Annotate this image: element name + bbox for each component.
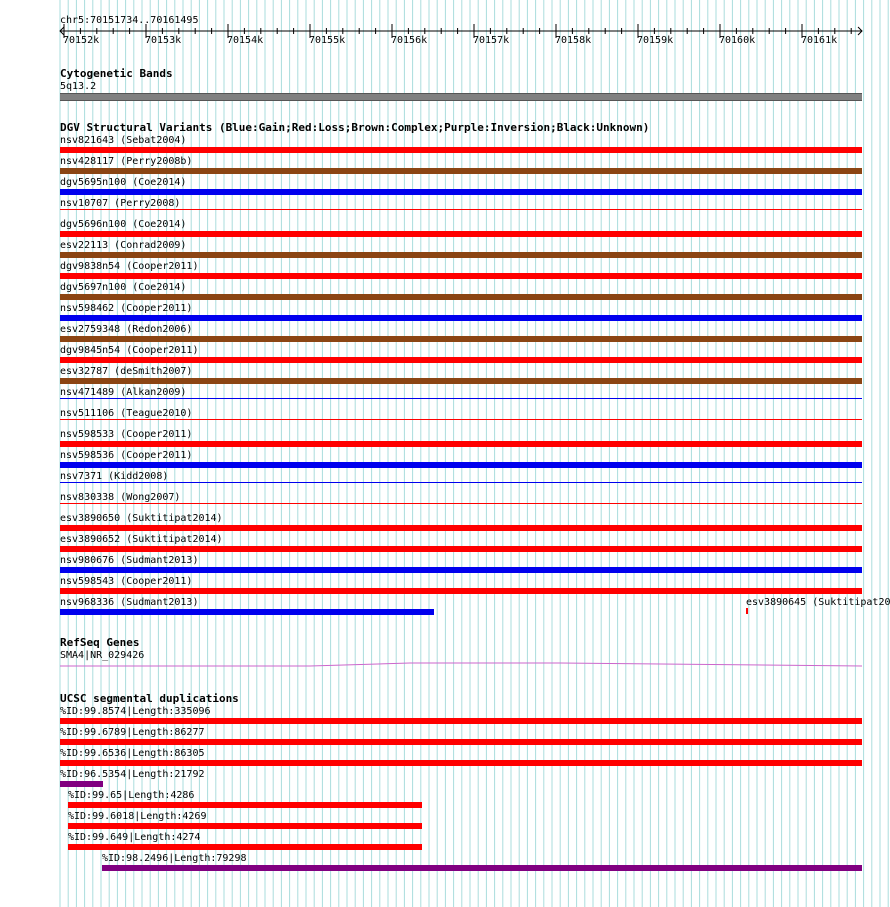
dgv-variant-label: esv32787 (deSmith2007) — [60, 366, 193, 377]
dgv-variant-feature[interactable] — [60, 273, 862, 279]
dgv-variant-label: nsv968336 (Sudmant2013) — [60, 597, 199, 608]
dgv-variant-label: esv3890652 (Suktitipat2014) — [60, 534, 223, 545]
segdup-feature[interactable] — [60, 760, 862, 766]
segdup-feature[interactable] — [68, 823, 422, 829]
dgv-variant-label: esv22113 (Conrad2009) — [60, 240, 187, 251]
dgv-variant-feature[interactable] — [60, 315, 862, 321]
dgv-variant-label: dgv5697n100 (Coe2014) — [60, 282, 187, 293]
ruler-tick-label: 70156k — [391, 35, 428, 46]
segdup-label: %ID:96.5354|Length:21792 — [60, 769, 205, 780]
dgv-variant-feature[interactable] — [60, 588, 862, 594]
dgv-variant-feature[interactable] — [60, 419, 862, 420]
dgv-variant-feature[interactable] — [60, 609, 434, 615]
segdup-feature[interactable] — [68, 844, 422, 850]
dgv-variant-feature[interactable] — [60, 398, 862, 399]
track-title-dgv: DGV Structural Variants (Blue:Gain;Red:Loss;Brown:Complex;Purple:Inversion;Black:Unknown) — [60, 121, 650, 134]
dgv-variant-label: nsv980676 (Sudmant2013) — [60, 555, 199, 566]
refseq-gene-model[interactable] — [60, 660, 862, 670]
ruler-tick-label: 70153k — [145, 35, 182, 46]
dgv-variant-feature[interactable] — [60, 567, 862, 573]
segdup-feature[interactable] — [102, 865, 862, 871]
dgv-variant-label: nsv830338 (Wong2007) — [60, 492, 181, 503]
dgv-variant-feature[interactable] — [60, 147, 862, 153]
dgv-variant-feature[interactable] — [60, 546, 862, 552]
segdup-label: %ID:99.65|Length:4286 — [68, 790, 195, 801]
dgv-variant-feature[interactable] — [746, 608, 748, 614]
dgv-variant-feature[interactable] — [60, 525, 862, 531]
refseq-gene-label: SMA4|NR_029426 — [60, 650, 145, 661]
dgv-variant-label: esv3890645 (Suktitipat20 — [746, 597, 890, 608]
ruler-tick-label: 70155k — [309, 35, 346, 46]
segdup-label: %ID:99.8574|Length:335096 — [60, 706, 211, 717]
dgv-variant-label: nsv511106 (Teague2010) — [60, 408, 193, 419]
track-title-segdup: UCSC segmental duplications — [60, 692, 239, 705]
ruler-tick-label: 70159k — [637, 35, 674, 46]
dgv-variant-feature[interactable] — [60, 441, 862, 447]
dgv-variant-label: nsv10707 (Perry2008) — [60, 198, 181, 209]
ruler-tick-label: 70160k — [719, 35, 756, 46]
dgv-variant-feature[interactable] — [60, 482, 862, 483]
segdup-label: %ID:99.6789|Length:86277 — [60, 727, 205, 738]
ruler-tick-label: 70157k — [473, 35, 510, 46]
segdup-label: %ID:99.6018|Length:4269 — [68, 811, 207, 822]
dgv-variant-label: dgv5695n100 (Coe2014) — [60, 177, 187, 188]
dgv-variant-feature[interactable] — [60, 231, 862, 237]
ruler-tick-label: 70152k — [63, 35, 100, 46]
dgv-variant-label: esv3890650 (Suktitipat2014) — [60, 513, 223, 524]
dgv-variant-feature[interactable] — [60, 336, 862, 342]
dgv-variant-label: nsv598536 (Cooper2011) — [60, 450, 193, 461]
dgv-variant-feature[interactable] — [60, 503, 862, 504]
ruler-location-label: chr5:70151734..70161495 — [60, 15, 199, 26]
dgv-variant-feature[interactable] — [60, 462, 862, 468]
segdup-label: %ID:99.649|Length:4274 — [68, 832, 201, 843]
coordinate-ruler[interactable] — [0, 0, 890, 60]
segdup-label: %ID:99.6536|Length:86305 — [60, 748, 205, 759]
segdup-feature[interactable] — [68, 802, 422, 808]
dgv-variant-feature[interactable] — [60, 378, 862, 384]
dgv-variant-label: esv2759348 (Redon2006) — [60, 324, 193, 335]
dgv-variant-label: nsv598462 (Cooper2011) — [60, 303, 193, 314]
dgv-variant-feature[interactable] — [60, 209, 862, 210]
dgv-variant-label: dgv9845n54 (Cooper2011) — [60, 345, 199, 356]
ruler-tick-label: 70161k — [801, 35, 838, 46]
track-title-refseq: RefSeq Genes — [60, 636, 140, 649]
cytoband-label: 5q13.2 — [60, 81, 97, 92]
dgv-variant-label: nsv598543 (Cooper2011) — [60, 576, 193, 587]
segdup-feature[interactable] — [60, 781, 103, 787]
dgv-variant-feature[interactable] — [60, 294, 862, 300]
track-title-cytobands: Cytogenetic Bands — [60, 67, 173, 80]
ruler-tick-label: 70154k — [227, 35, 264, 46]
dgv-variant-label: nsv598533 (Cooper2011) — [60, 429, 193, 440]
dgv-variant-feature[interactable] — [60, 252, 862, 258]
dgv-variant-label: nsv428117 (Perry2008b) — [60, 156, 193, 167]
dgv-variant-label: dgv5696n100 (Coe2014) — [60, 219, 187, 230]
ruler-tick-label: 70158k — [555, 35, 592, 46]
dgv-variant-feature[interactable] — [60, 357, 862, 363]
segdup-feature[interactable] — [60, 718, 862, 724]
dgv-variant-feature[interactable] — [60, 189, 862, 195]
dgv-variant-label: dgv9838n54 (Cooper2011) — [60, 261, 199, 272]
segdup-feature[interactable] — [60, 739, 862, 745]
dgv-variant-feature[interactable] — [60, 168, 862, 174]
dgv-variant-label: nsv7371 (Kidd2008) — [60, 471, 169, 482]
cytoband-feature[interactable] — [60, 93, 862, 101]
segdup-label: %ID:98.2496|Length:79298 — [102, 853, 247, 864]
dgv-variant-label: nsv471489 (Alkan2009) — [60, 387, 187, 398]
dgv-variant-label: nsv821643 (Sebat2004) — [60, 135, 187, 146]
